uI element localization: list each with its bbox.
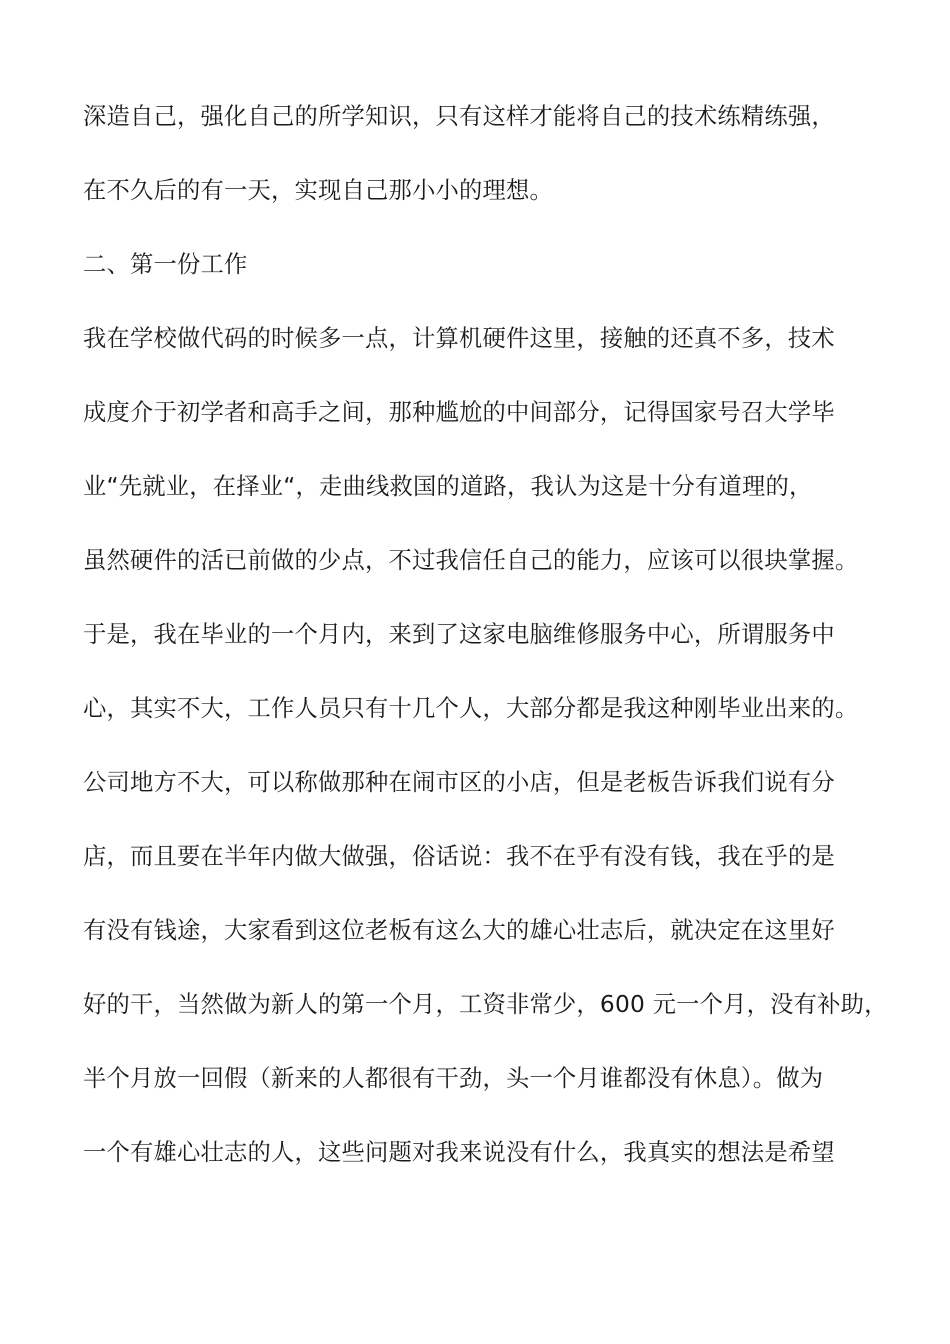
paragraph-line: 好的干，当然做为新人的第一个月，工资非常少，600 元一个月，没有补助， — [83, 991, 888, 1018]
paragraph-line: 半个月放一回假（新来的人都很有干劲，头一个月谁都没有休息）。做为 — [83, 1065, 824, 1092]
paragraph-line: 业“先就业，在择业“，走曲线救国的道路，我认为这是十分有道理的， — [83, 473, 813, 500]
paragraph-line: 成度介于初学者和高手之间，那种尴尬的中间部分，记得国家号召大学毕 — [83, 399, 835, 426]
paragraph-line: 公司地方不大，可以称做那种在闹市区的小店，但是老板告诉我们说有分 — [83, 769, 835, 796]
paragraph-line: 有没有钱途，大家看到这位老板有这么大的雄心壮志后，就决定在这里好 — [83, 917, 835, 944]
paragraph-line: 在不久后的有一天，实现自己那小小的理想。 — [83, 177, 553, 204]
paragraph-line: 我在学校做代码的时候多一点，计算机硬件这里，接触的还真不多，技术 — [83, 325, 835, 352]
paragraph-line: 一个有雄心壮志的人，这些问题对我来说没有什么，我真实的想法是希望 — [83, 1139, 835, 1166]
paragraph-line: 虽然硬件的活已前做的少点，不过我信任自己的能力，应该可以很块掌握。 — [83, 547, 859, 574]
paragraph-line: 于是，我在毕业的一个月内，来到了这家电脑维修服务中心，所谓服务中 — [83, 621, 835, 648]
section-heading: 二、第一份工作 — [83, 251, 248, 278]
paragraph-line: 深造自己，强化自己的所学知识，只有这样才能将自己的技术练精练强， — [83, 103, 835, 130]
document-body — [83, 103, 888, 1204]
paragraph-line: 心，其实不大，工作人员只有十几个人，大部分都是我这种刚毕业出来的。 — [83, 695, 859, 722]
paragraph-line: 店，而且要在半年内做大做强，俗话说：我不在乎有没有钱，我在乎的是 — [83, 843, 835, 870]
